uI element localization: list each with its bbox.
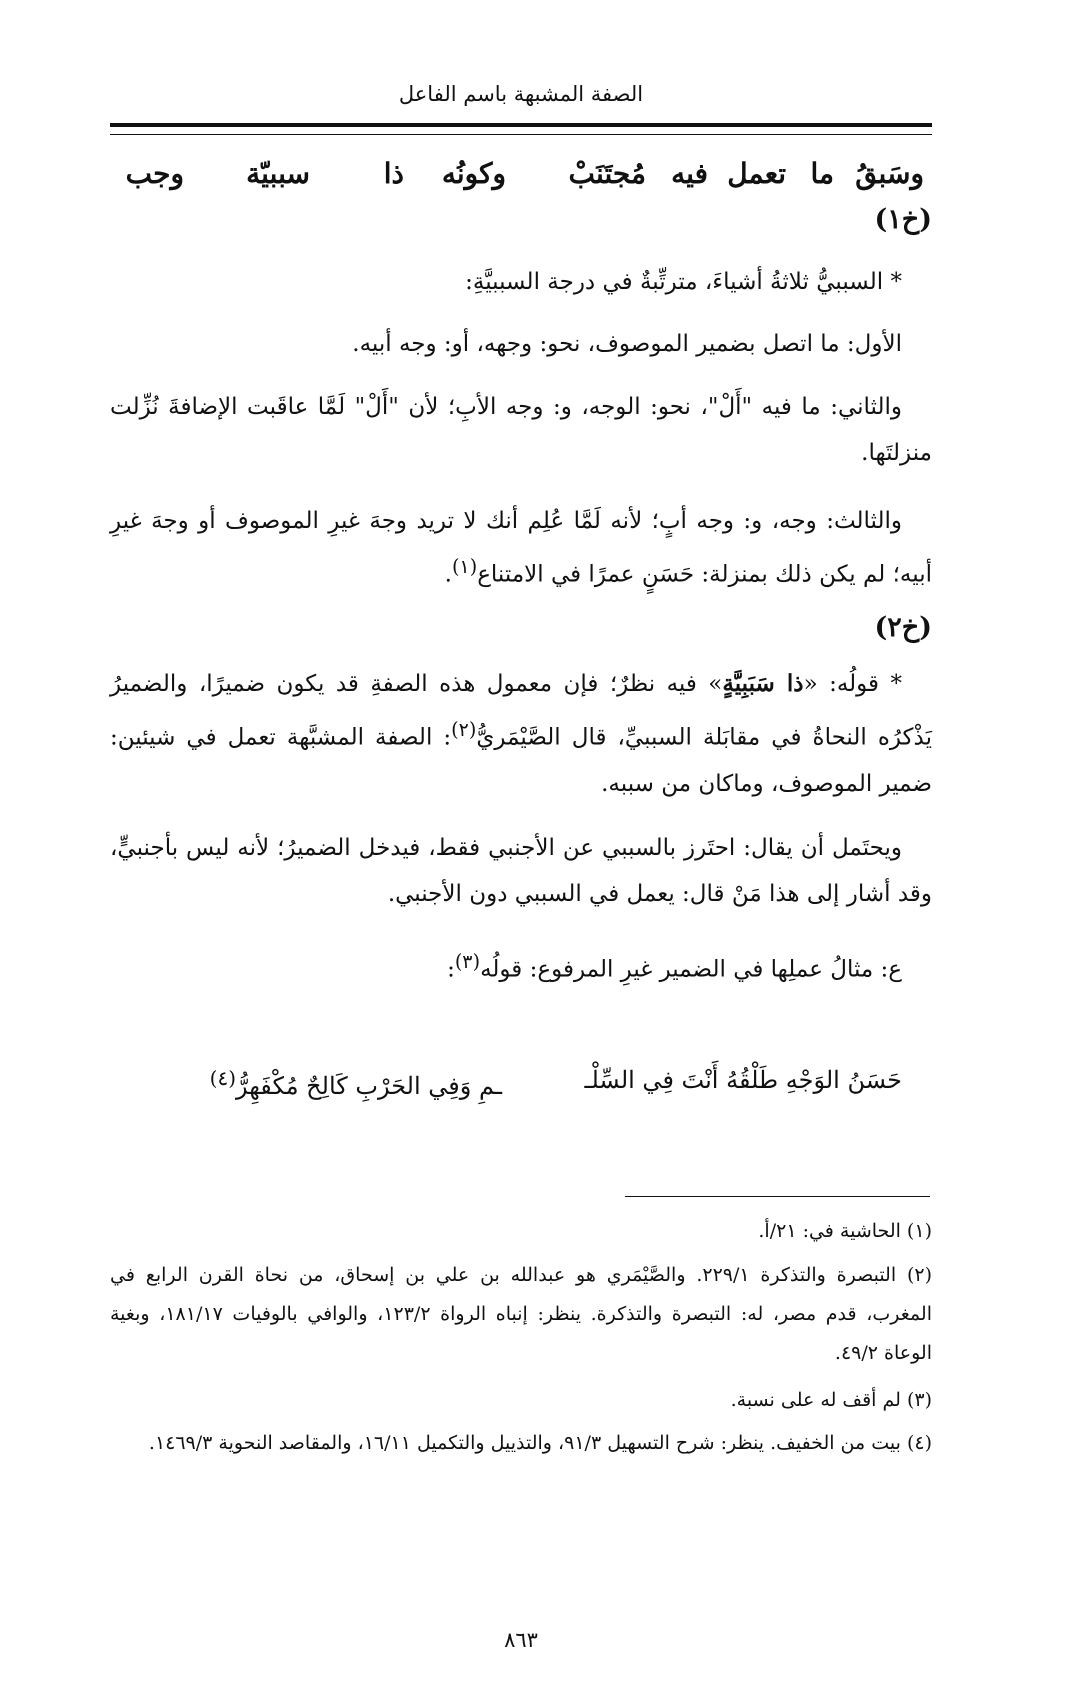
matn-word: مُجتَنَبْ [568,157,646,190]
footnote-ref: (٢) [451,718,477,741]
matn-word: وسَبقُ [855,157,924,190]
verse-second-hemistich: ـمِ وَفِي الحَرْبِ كَالِحٌ مُكْفَهِرُّ$^{(٤)}$ [209,1066,502,1100]
paragraph-example-intro: ع: مثالُ عملِها في الضمير غيرِ المرفوع: قولُه$^{(٣)}$: [447,950,902,983]
verse-first-hemistich: حَسَنُ الوَجْهِ طَلْقُهُ أَنْتَ فِي السِّلْـ [584,1066,902,1094]
matn-word: تعمل [727,157,786,190]
matn-word: ذا [383,157,404,190]
matn-verse [110,157,932,207]
paragraph-intro: * السببيُّ ثلاثةُ أشياءَ، مترتِّبةٌ في درجة السببيَّةِ: [465,269,902,295]
section-heading-2: (خ٢) [874,612,932,643]
header-rule-thick [110,123,932,127]
running-header: الصفة المشبهة باسم الفاعل [398,82,644,106]
footnote-ref: (٤) [209,1066,236,1090]
matn-word: وجب [125,157,184,190]
footnote-ref: (٣) [454,950,481,973]
footnote-1: (١) الحاشية في: ٢١/أ. [758,1220,932,1242]
page-number: ٨٦٣ [504,1628,538,1652]
footnote-3: (٣) لم أقف له على نسبة. [730,1389,932,1411]
paragraph-commentary: * قولُه: «ذا سَبَبِيَّةٍ» فيه نظرٌ؛ فإن معمول هذه الصفةِ قد يكون ضميرًا، والضميرُ يَذْكرُه النحاةُ في مقابَلة السببيِّ، قال الصَّيْمَريُّ$^{(٢)}$: الصفة المشبَّهة تعمل في شيئين: ضمير الموصوف، وماكان من سببه. [110,670,932,797]
quoted-term: ذا سَبَبِيَّةٍ [722,670,804,697]
header-rule-thin [110,134,932,135]
poetry-verse [110,1066,932,1110]
matn-word: فيه [671,157,708,190]
matn-word: ما [810,157,834,190]
matn-word: وكونُه [441,157,506,190]
footnote-separator [625,1196,930,1197]
footnote-2: (٢) التبصرة والتذكرة ٢٢٩/١. والصَّيْمَري هو عبدالله بن علي بن إسحاق، من نحاة القرن الرابع في المغرب، قدم مصر، له: التبصرة والتذكرة. ينظر: إنباه الرواة ١٢٣/٢، والوافي بالوفيات ١٨١/١٧، وبغية الوعاة ٤٩/٢. [110,1264,932,1364]
paragraph-first: الأول: ما اتصل بضمير الموصوف، نحو: وجهه، أو: وجه أبيه. [352,331,902,357]
paragraph-second: والثاني: ما فيه "أَلْ"، نحو: الوجه، و: وجه الأبِ؛ لأن "أَلْ" لَمَّا عاقَبت الإضافةَ نُزِّلت منزلتَها. [110,394,932,466]
section-heading-1: (خ١) [874,204,932,235]
matn-word: سببيّة [246,157,310,190]
footnote-ref: (١) [451,555,478,578]
paragraph-interpretation: ويحتَمل أن يقال: احتَرز بالسببي عن الأجنبي فقط، فيدخل الضميرُ؛ لأنه ليس بأجنبيٍّ، وقد أشار إلى هذا مَنْ قال: يعمل في السببي دون الأجنبي. [110,835,932,907]
paragraph-third: والثالث: وجه، و: وجه أبٍ؛ لأنه لَمَّا عُلِم أنك لا تريد وجهَ غيرِ الموصوف أو وجهَ غيرِ أبيه؛ لم يكن ذلك بمنزلة: حَسَنٍ عمرًا في الامتناع$^{(١)}$. [110,508,932,588]
footnote-4: (٤) بيت من الخفيف. ينظر: شرح التسهيل ٩١/٣، والتذييل والتكميل ١٦/١١، والمقاصد النحوية ١٤٦٩/٣. [148,1432,932,1454]
